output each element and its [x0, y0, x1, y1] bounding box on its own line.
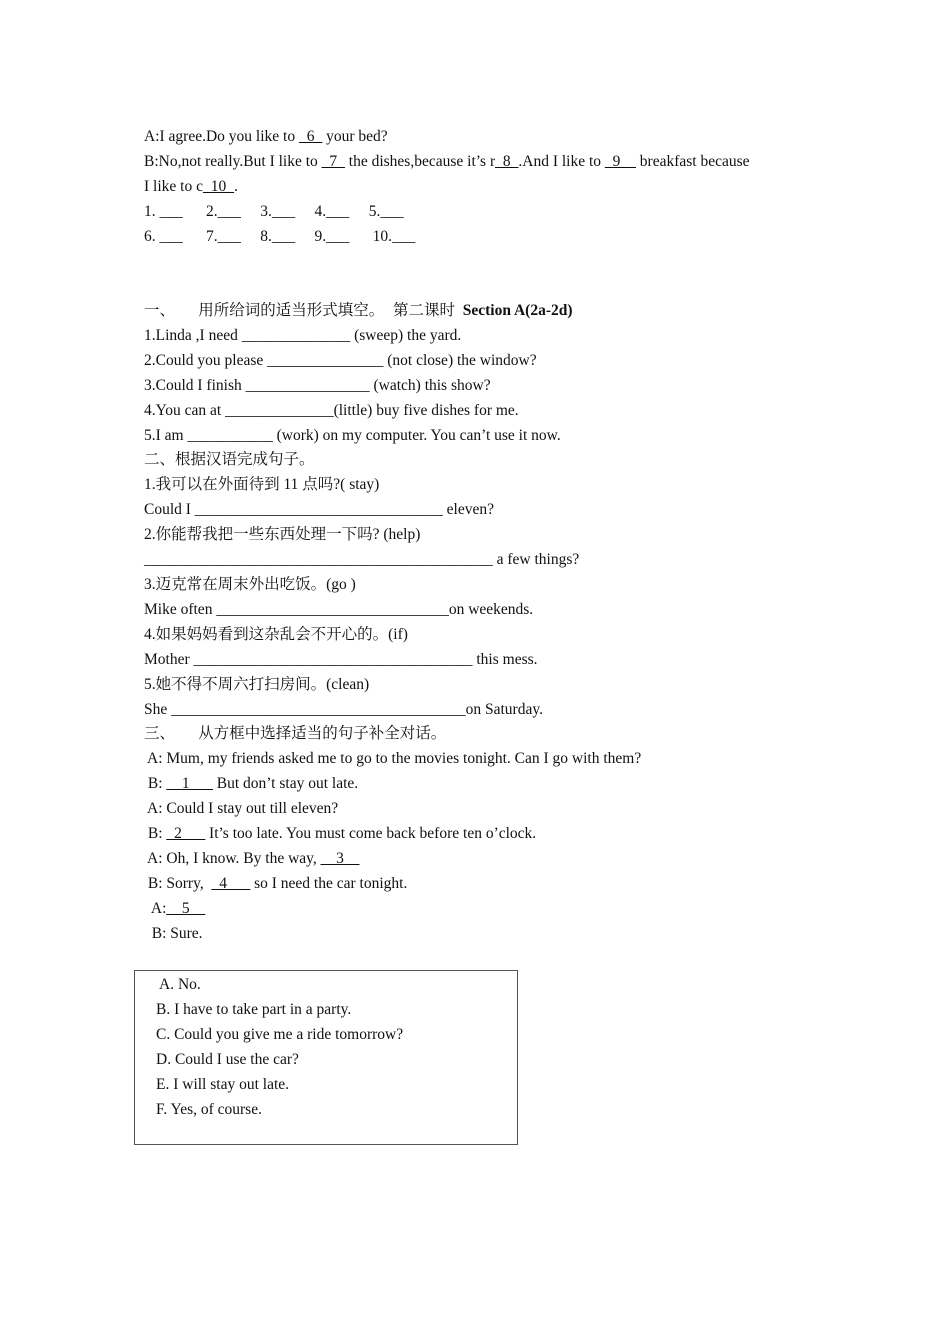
answer-row	[144, 224, 415, 249]
part2-line: 5.她不得不周六打扫房间。(clean)	[144, 676, 370, 693]
text-segment: A:I agree.Do you like to	[144, 128, 299, 145]
text-segment: B: Sure.	[144, 925, 203, 942]
text-segment: B:	[144, 825, 167, 842]
text-segment: A:	[144, 900, 167, 917]
part2-line: She ______________________________________on Saturday.	[144, 701, 543, 718]
dialogue-line	[144, 746, 641, 771]
dialogue-line	[144, 796, 338, 821]
text-segment: your bed?	[322, 128, 388, 145]
option-e: E. I will stay out late.	[156, 1076, 290, 1093]
section-title-cn: 第二课时	[392, 302, 455, 319]
blank-number: _2___	[166, 825, 206, 842]
part2-line: Could I ________________________________ eleven?	[144, 501, 495, 518]
part2-line: Mike often ______________________________on weekends.	[144, 601, 534, 618]
top-line	[144, 174, 238, 199]
option-f: F. Yes, of course.	[156, 1101, 262, 1118]
text-segment: I like to c	[144, 178, 203, 195]
blank-number: _7_	[321, 153, 345, 170]
part1-item: 5.I am ___________ (work) on my computer. You can’t use it now.	[144, 427, 561, 444]
option-c: C. Could you give me a ride tomorrow?	[156, 1026, 404, 1043]
text-segment: But don’t stay out late.	[212, 775, 359, 792]
blank-number: _9__	[604, 153, 636, 170]
text-segment: It’s too late. You must come back before ten o’clock.	[205, 825, 537, 842]
text-segment: 6. ___ 7.___ 8.___ 9.___ 10.___	[144, 228, 416, 245]
text-segment: A: Mum, my friends asked me to go to the movies tonight. Can I go with them?	[144, 750, 642, 767]
dialogue-line	[144, 771, 358, 796]
part2-heading: 二、根据汉语完成句子。	[144, 451, 315, 468]
dialogue-line	[144, 921, 203, 946]
blank-number: _10_	[202, 178, 234, 195]
options-box	[134, 970, 518, 1145]
text-segment: the dishes,because it’s r	[344, 153, 496, 170]
dialogue-line	[144, 896, 205, 921]
text-segment: .And I like to	[518, 153, 605, 170]
text-segment: 1. ___ 2.___ 3.___ 4.___ 5.___	[144, 203, 404, 220]
text-segment: breakfast because	[635, 153, 750, 170]
blank-number: _6_	[298, 128, 323, 145]
part2-line: _____________________________________________ a few things?	[144, 551, 580, 568]
part1-item: 3.Could I finish ________________ (watch) this show?	[144, 377, 491, 394]
section-title-en: Section A(2a-2d)	[462, 302, 573, 319]
text-segment: A: Oh, I know. By the way,	[144, 850, 321, 867]
text-segment: B:No,not really.But I like to	[144, 153, 322, 170]
part1-item: 4.You can at ______________(little) buy five dishes for me.	[144, 402, 519, 419]
option-d: D. Could I use the car?	[156, 1051, 299, 1068]
part2-line: 4.如果妈妈看到这杂乱会不开心的。(if)	[144, 626, 408, 643]
dialogue-line	[144, 846, 359, 871]
text-segment: .	[233, 178, 238, 195]
dialogue-line	[144, 871, 407, 896]
blank-number: __3__	[320, 850, 360, 867]
part1-heading: 一、 用所给词的适当形式填空。	[144, 302, 385, 319]
option-b: B. I have to take part in a party.	[156, 1001, 352, 1018]
dialogue-line	[144, 821, 536, 846]
blank-number: __5__	[166, 900, 206, 917]
option-a: A. No.	[156, 976, 201, 993]
blank-number: __1___	[166, 775, 213, 792]
top-line	[144, 149, 750, 174]
part1-item: 1.Linda ,I need ______________ (sweep) the yard.	[144, 327, 462, 344]
answer-row	[144, 199, 404, 224]
top-line	[144, 124, 388, 149]
text-segment: A: Could I stay out till eleven?	[144, 800, 339, 817]
blank-number: _4___	[211, 875, 251, 892]
text-segment: so I need the car tonight.	[250, 875, 408, 892]
part2-line: 2.你能帮我把一些东西处理一下吗? (help)	[144, 526, 421, 543]
blank-number: _8_	[495, 153, 519, 170]
part1-item: 2.Could you please _______________ (not close) the window?	[144, 352, 537, 369]
part2-line: 1.我可以在外面待到 11 点吗?( stay)	[144, 476, 380, 493]
text-segment: B: Sorry,	[144, 875, 212, 892]
text-segment: B:	[144, 775, 167, 792]
part3-heading: 三、 从方框中选择适当的句子补全对话。	[144, 725, 447, 742]
part2-line: 3.迈克常在周末外出吃饭。(go )	[144, 576, 356, 593]
part2-line: Mother ____________________________________ this mess.	[144, 651, 538, 668]
